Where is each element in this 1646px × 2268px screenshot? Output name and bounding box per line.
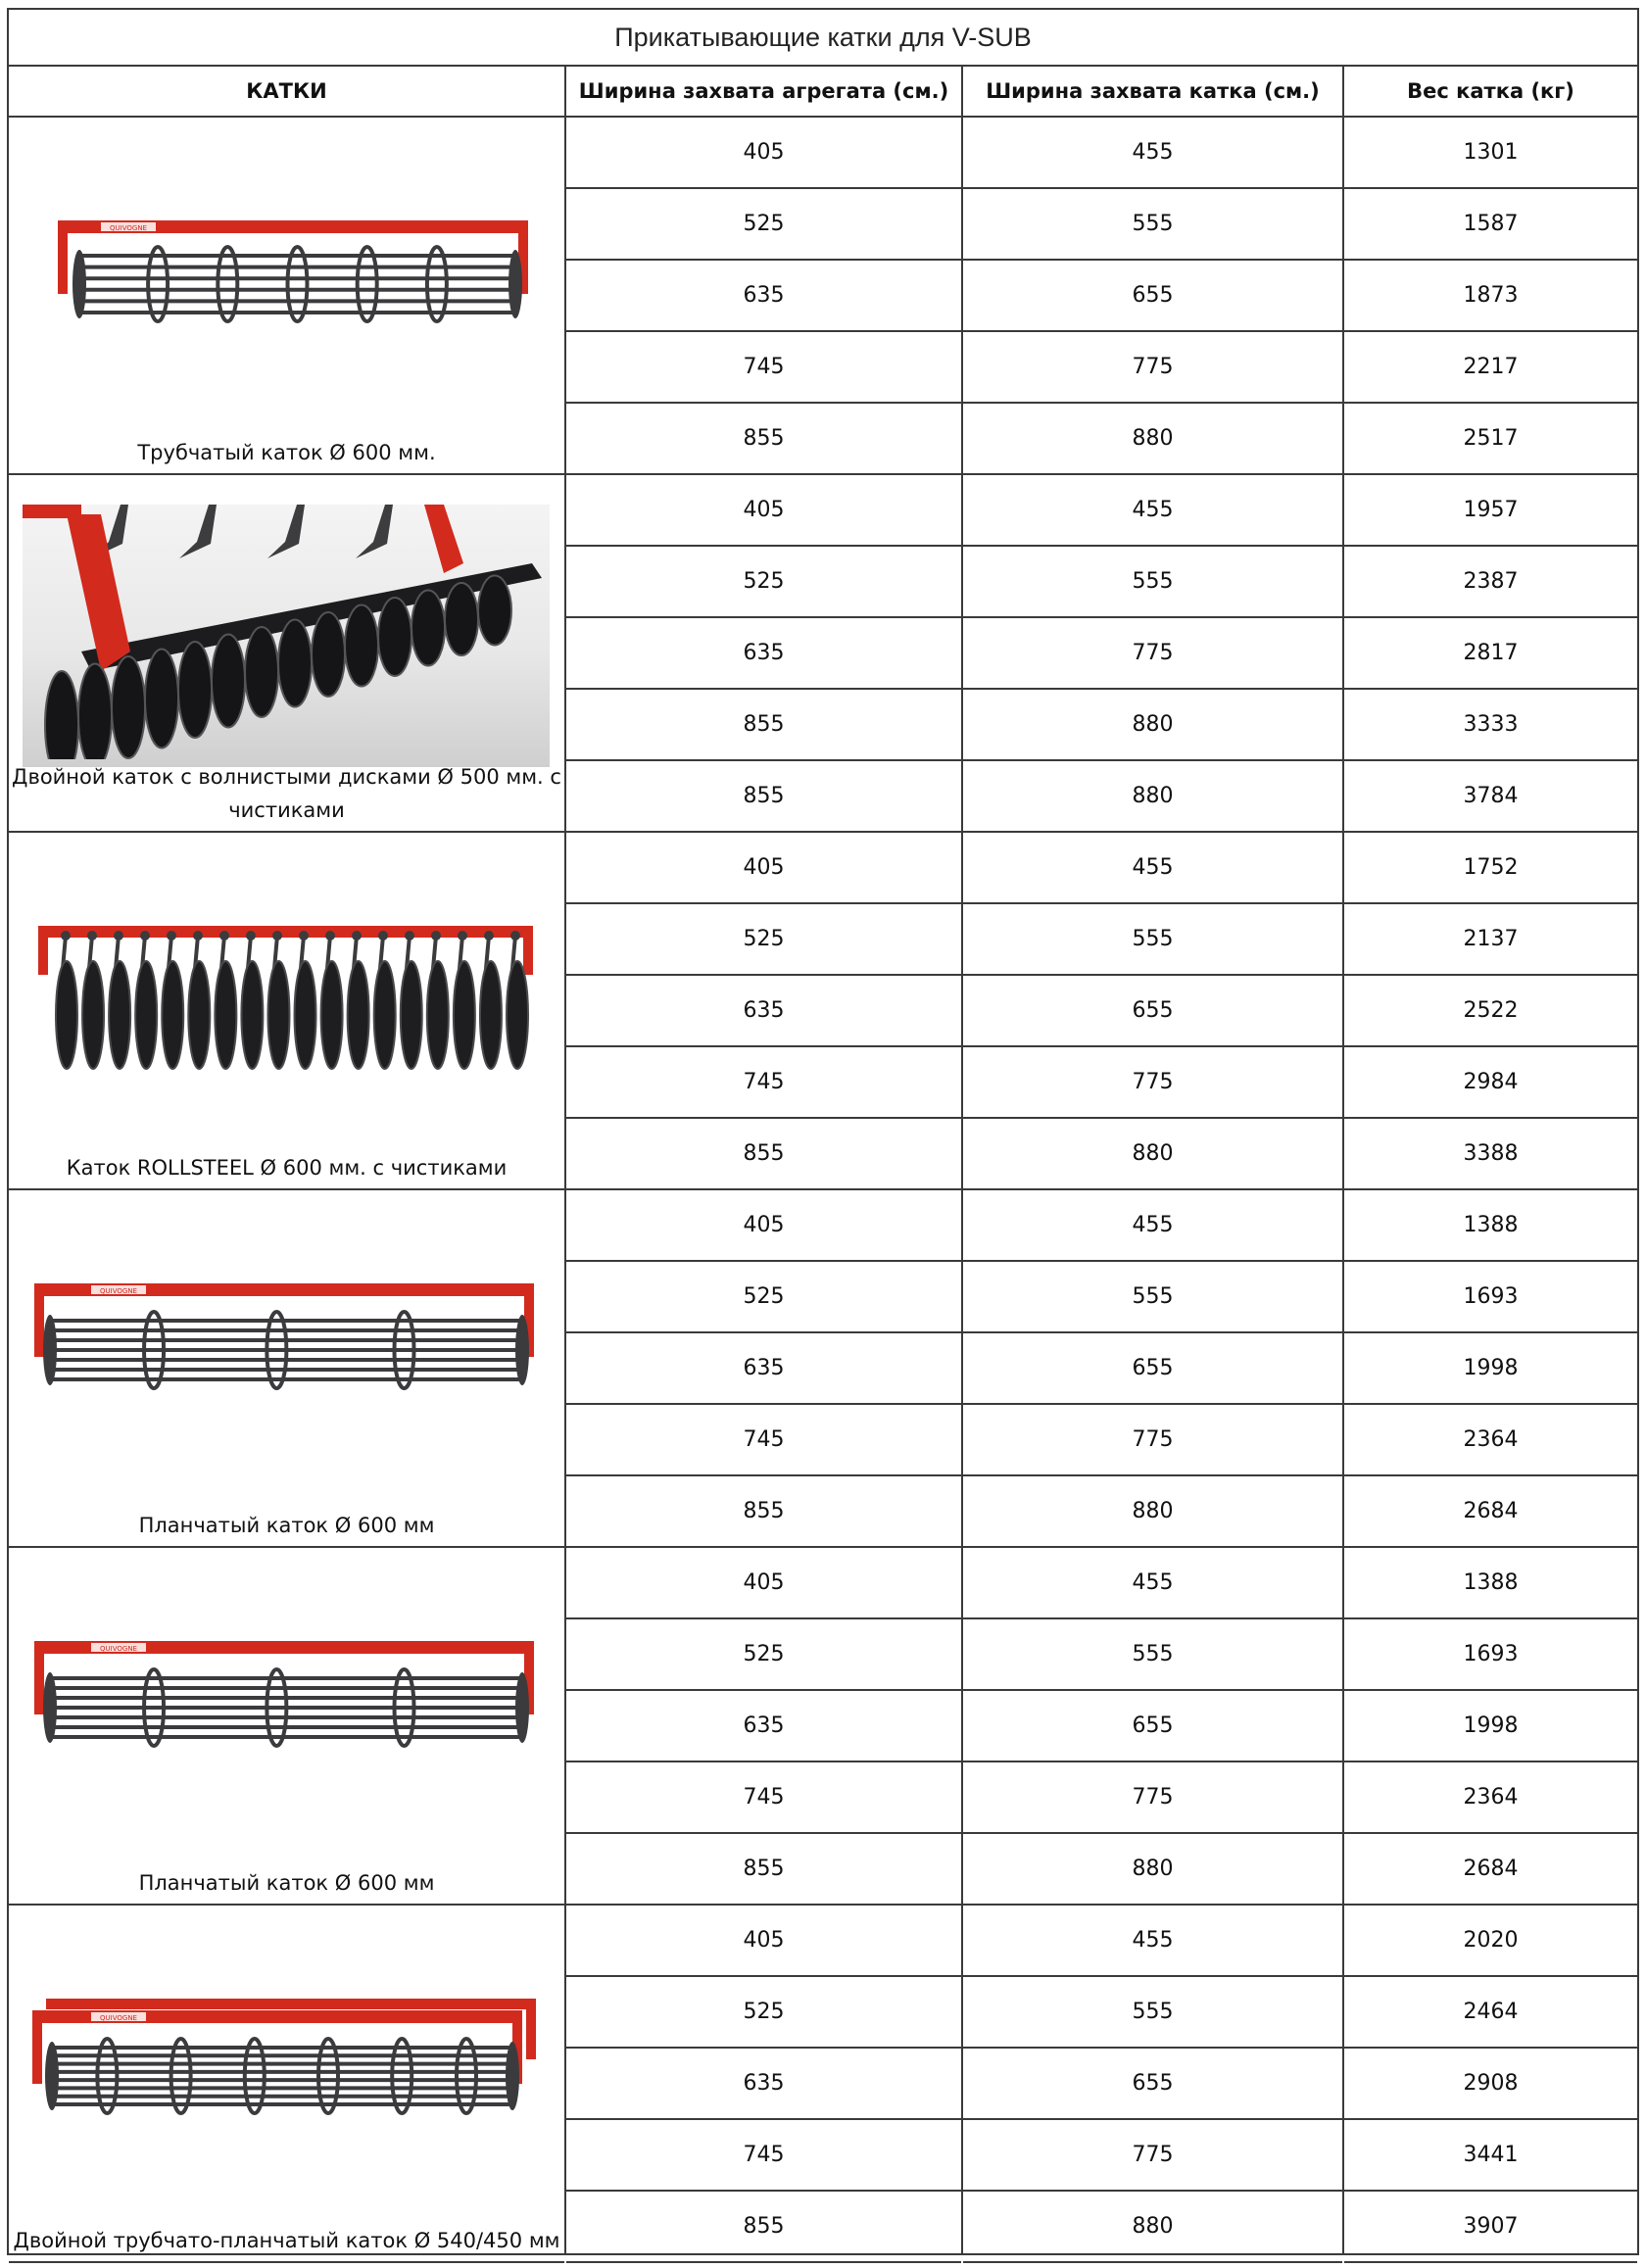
roller-weight-cell: 3784 [1344, 761, 1637, 833]
wavy-disc [312, 612, 345, 697]
roller-end [45, 2042, 59, 2110]
roller-weight-cell: 2522 [1344, 976, 1637, 1047]
wavy-disc [145, 650, 178, 748]
header-roller-width: Ширина захвата катка (см.) [963, 67, 1342, 118]
wavy-disc [445, 583, 478, 655]
roller-ring [288, 247, 308, 321]
roller-weight-cell: 3907 [1344, 2192, 1637, 2263]
roller-weight-cell: 1301 [1344, 118, 1637, 189]
roller-disc [241, 961, 263, 1069]
roller-ring [318, 2039, 338, 2113]
column-divider [1342, 67, 1344, 2253]
unit-width-cell: 405 [566, 1906, 961, 1977]
roller-group [9, 1190, 564, 1548]
unit-width-cell: 635 [566, 976, 961, 1047]
brand-logo: QUIVOGNE [110, 224, 147, 232]
roller-weight-cell: 2908 [1344, 2049, 1637, 2120]
roller-width-cell: 880 [963, 761, 1342, 833]
scraper-mount [325, 931, 335, 941]
roller-weight-cell: 3441 [1344, 2120, 1637, 2192]
scraper-mount [299, 931, 309, 941]
roller-width-cell: 655 [963, 1333, 1342, 1405]
wavy-disc [178, 642, 212, 738]
scraper-mount [219, 931, 229, 941]
tube-roller-image [23, 171, 552, 430]
roller-bar [52, 2070, 512, 2074]
unit-width-cell: 855 [566, 1476, 961, 1548]
roller-name: Двойной каток с волнистыми дисками Ø 500 мм. с чистиками [12, 765, 561, 822]
roller-width-cell: 455 [963, 1548, 1342, 1619]
roller-width-cell: 655 [963, 976, 1342, 1047]
roller-weight-cell: 2984 [1344, 1047, 1637, 1119]
brand-logo: QUIVOGNE [100, 2014, 137, 2022]
roller-end [508, 250, 522, 318]
roller-ring [245, 2039, 265, 2113]
roller-ring [358, 247, 377, 321]
unit-width-cell: 855 [566, 2192, 961, 2263]
scraper-mount [272, 931, 282, 941]
roller-weight-cell: 2364 [1344, 1405, 1637, 1476]
unit-width-cell: 525 [566, 1619, 961, 1691]
roller-width-cell: 775 [963, 2120, 1342, 2192]
roller-disc [267, 961, 289, 1069]
roller-group [9, 1548, 564, 1906]
roller-end [73, 250, 86, 318]
column-divider [564, 67, 566, 2253]
roller-weight-cell: 2137 [1344, 904, 1637, 976]
roller-width-cell: 880 [963, 2192, 1342, 2263]
roller-bar [79, 276, 515, 280]
roller-disc [135, 961, 157, 1069]
roller-ring [97, 2039, 117, 2113]
roller-ring [171, 2039, 191, 2113]
roller-name: Планчатый каток Ø 600 мм [138, 1514, 435, 1537]
roller-width-cell: 775 [963, 332, 1342, 404]
scraper-mount [431, 931, 441, 941]
unit-width-cell: 525 [566, 904, 961, 976]
roller-width-cell: 880 [963, 1476, 1342, 1548]
unit-width-cell: 635 [566, 2049, 961, 2120]
brand-logo: QUIVOGNE [100, 1287, 137, 1295]
unit-width-cell: 525 [566, 547, 961, 618]
wavy-disc [278, 620, 312, 707]
roller-width-cell: 775 [963, 1762, 1342, 1834]
roller-width-cell: 880 [963, 1834, 1342, 1906]
roller-weight-cell: 2684 [1344, 1476, 1637, 1548]
scraper-mount [140, 931, 150, 941]
roller-weight-cell: 1693 [1344, 1619, 1637, 1691]
roller-weight-cell: 1998 [1344, 1333, 1637, 1405]
roller-bar [79, 288, 515, 292]
roller-disc [374, 961, 396, 1069]
scraper-mount [61, 931, 71, 941]
roller-weight-cell: 1587 [1344, 189, 1637, 261]
roller-group [9, 1906, 564, 2263]
scraper-mount [193, 931, 203, 941]
roller-disc [188, 961, 210, 1069]
bar-roller-image [23, 1602, 552, 1860]
roller-name: Трубчатый каток Ø 600 мм. [137, 441, 436, 464]
unit-width-cell: 405 [566, 833, 961, 904]
roller-weight-cell: 2464 [1344, 1977, 1637, 2049]
roller-width-cell: 555 [963, 904, 1342, 976]
roller-bar [79, 254, 515, 258]
roller-weight-cell: 1693 [1344, 1262, 1637, 1333]
scraper-mount [458, 931, 467, 941]
wavy-disc [345, 605, 378, 687]
frame-arm [424, 505, 463, 573]
tine [267, 505, 305, 558]
unit-width-cell: 855 [566, 1119, 961, 1190]
roller-bar [50, 1676, 522, 1680]
unit-width-cell: 635 [566, 1333, 961, 1405]
wavy-disc [112, 656, 145, 758]
roller-weight-cell: 2387 [1344, 547, 1637, 618]
roller-ring [148, 247, 168, 321]
roller-bar [79, 265, 515, 269]
roller-width-cell: 655 [963, 261, 1342, 332]
frame-arm [526, 1999, 536, 2059]
roller-weight-cell: 1873 [1344, 261, 1637, 332]
roller-width-cell: 455 [963, 833, 1342, 904]
roller-weight-cell: 1388 [1344, 1548, 1637, 1619]
roller-ring [457, 2039, 476, 2113]
roller-name: Планчатый каток Ø 600 мм [138, 1871, 435, 1895]
roller-bar [52, 2078, 512, 2082]
unit-width-cell: 745 [566, 332, 961, 404]
roller-disc [507, 961, 528, 1069]
roller-bar [50, 1319, 522, 1323]
roller-width-cell: 775 [963, 618, 1342, 690]
wavy-disc [378, 598, 412, 676]
frame-arm [34, 1641, 44, 1714]
roller-width-cell: 455 [963, 475, 1342, 547]
frame-arm [38, 926, 48, 975]
roller-group [9, 118, 564, 475]
roller-width-cell: 655 [963, 1691, 1342, 1762]
roller-bar [79, 299, 515, 303]
roller-width-cell: 455 [963, 1190, 1342, 1262]
wavy-disc [78, 664, 112, 760]
unit-width-cell: 745 [566, 1405, 961, 1476]
roller-disc [348, 961, 369, 1069]
scraper-mount [510, 931, 520, 941]
roller-end [515, 1315, 529, 1385]
column-divider [961, 67, 963, 2253]
roller-width-cell: 775 [963, 1047, 1342, 1119]
unit-width-cell: 405 [566, 118, 961, 189]
roller-width-cell: 555 [963, 1619, 1342, 1691]
roller-weight-cell: 2020 [1344, 1906, 1637, 1977]
wavy-disc [478, 576, 511, 646]
roller-disc [109, 961, 130, 1069]
roller-group [9, 475, 564, 833]
roller-end [43, 1315, 57, 1385]
roller-width-cell: 555 [963, 1262, 1342, 1333]
roller-bar [50, 1377, 522, 1381]
roller-weight-cell: 2817 [1344, 618, 1637, 690]
unit-width-cell: 745 [566, 1047, 961, 1119]
roller-weight-cell: 2364 [1344, 1762, 1637, 1834]
unit-width-cell: 855 [566, 1834, 961, 1906]
rollers-table [7, 8, 1639, 2255]
roller-bar [52, 2102, 512, 2106]
roller-disc [215, 961, 236, 1069]
roller-weight-cell: 2517 [1344, 404, 1637, 475]
roller-ring [218, 247, 237, 321]
roller-width-cell: 555 [963, 189, 1342, 261]
scraper-mount [246, 931, 256, 941]
unit-width-cell: 855 [566, 761, 961, 833]
roller-weight-cell: 1998 [1344, 1691, 1637, 1762]
roller-bar [52, 2062, 512, 2066]
header-rollers: КАТКИ [9, 67, 564, 118]
roller-width-cell: 455 [963, 118, 1342, 189]
roller-weight-cell: 1388 [1344, 1190, 1637, 1262]
rollsteel-roller-image [23, 887, 552, 1145]
roller-width-cell: 880 [963, 1119, 1342, 1190]
roller-weight-cell: 3333 [1344, 690, 1637, 761]
unit-width-cell: 745 [566, 1762, 961, 1834]
unit-width-cell: 635 [566, 1691, 961, 1762]
double-tube-bar-roller-image [23, 1959, 552, 2218]
roller-bar [79, 311, 515, 314]
table-title: Прикатывающие катки для V-SUB [9, 10, 1637, 67]
roller-width-cell: 775 [963, 1405, 1342, 1476]
bar-roller-image [23, 1244, 552, 1503]
roller-width-cell: 555 [963, 1977, 1342, 2049]
frame-arm [523, 926, 533, 975]
unit-width-cell: 855 [566, 690, 961, 761]
unit-width-cell: 855 [566, 404, 961, 475]
frame-beam [46, 1999, 536, 2009]
roller-disc [454, 961, 475, 1069]
unit-width-cell: 405 [566, 1548, 961, 1619]
roller-disc [295, 961, 316, 1069]
unit-width-cell: 405 [566, 1190, 961, 1262]
scraper-mount [378, 931, 388, 941]
roller-disc [321, 961, 343, 1069]
roller-ring [392, 2039, 412, 2113]
roller-width-cell: 880 [963, 690, 1342, 761]
tine [179, 505, 217, 558]
scraper-mount [114, 931, 123, 941]
scraper-mount [352, 931, 362, 941]
roller-width-cell: 880 [963, 404, 1342, 475]
wavy-disc [212, 635, 245, 728]
unit-width-cell: 525 [566, 1977, 961, 2049]
unit-width-cell: 635 [566, 261, 961, 332]
roller-width-cell: 555 [963, 547, 1342, 618]
roller-disc [480, 961, 502, 1069]
frame-arm [58, 220, 68, 294]
roller-weight-cell: 3388 [1344, 1119, 1637, 1190]
roller-disc [427, 961, 449, 1069]
roller-end [515, 1672, 529, 1743]
roller-end [43, 1672, 57, 1743]
frame-arm [32, 2010, 42, 2084]
tine [356, 505, 393, 558]
roller-name: Двойной трубчато-планчатый каток Ø 540/450 мм [13, 2229, 560, 2252]
roller-disc [82, 961, 104, 1069]
scraper-mount [405, 931, 414, 941]
roller-width-cell: 455 [963, 1906, 1342, 1977]
roller-width-cell: 655 [963, 2049, 1342, 2120]
roller-name: Каток ROLLSTEEL Ø 600 мм. с чистиками [66, 1156, 508, 1180]
roller-ring [427, 247, 447, 321]
double-wavy-disc-roller-image [23, 505, 552, 763]
scraper-mount [484, 931, 494, 941]
wavy-disc [412, 591, 445, 666]
header-roller-weight: Вес катка (кг) [1344, 67, 1637, 118]
header-unit-width: Ширина захвата агрегата (см.) [566, 67, 961, 118]
roller-disc [162, 961, 183, 1069]
roller-bar [50, 1735, 522, 1739]
unit-width-cell: 525 [566, 1262, 961, 1333]
roller-weight-cell: 1957 [1344, 475, 1637, 547]
unit-width-cell: 405 [566, 475, 961, 547]
scraper-mount [167, 931, 176, 941]
roller-disc [401, 961, 422, 1069]
roller-bar [52, 2095, 512, 2099]
roller-weight-cell: 2217 [1344, 332, 1637, 404]
roller-weight-cell: 2684 [1344, 1834, 1637, 1906]
scraper-mount [87, 931, 97, 941]
roller-end [506, 2042, 519, 2110]
roller-group [9, 833, 564, 1190]
roller-bar [52, 2086, 512, 2090]
frame-arm [34, 1283, 44, 1357]
wavy-disc [245, 627, 278, 717]
roller-bar [52, 2046, 512, 2050]
roller-bar [52, 2053, 512, 2057]
wavy-disc [45, 671, 78, 759]
unit-width-cell: 635 [566, 618, 961, 690]
unit-width-cell: 745 [566, 2120, 961, 2192]
roller-weight-cell: 1752 [1344, 833, 1637, 904]
roller-disc [56, 961, 77, 1069]
unit-width-cell: 525 [566, 189, 961, 261]
brand-logo: QUIVOGNE [100, 1645, 137, 1653]
